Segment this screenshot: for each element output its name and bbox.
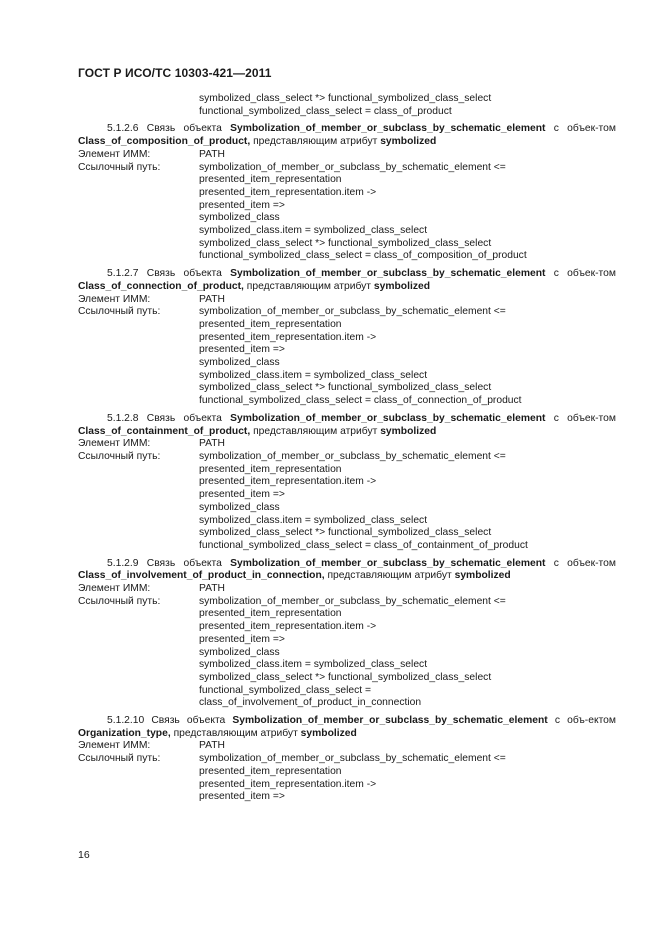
target-entity: Class_of_containment_of_product,: [78, 425, 251, 437]
element-value: PATH: [199, 438, 225, 450]
label-spacer: [78, 370, 199, 383]
entity-name: Symbolization_of_member_or_subclass_by_schematic_element: [230, 268, 546, 280]
heading-text: с объек-том: [553, 123, 616, 135]
reference-path-row: [78, 319, 616, 332]
path-line: presented_item =>: [199, 199, 285, 211]
reference-path-row: [78, 306, 616, 319]
label-spacer: [78, 647, 199, 660]
path-line: symbolization_of_member_or_subclass_by_schematic_element <=: [199, 161, 506, 173]
label-spacer: [78, 187, 199, 200]
label-spacer: [78, 685, 199, 698]
element-value: PATH: [199, 740, 225, 752]
label-spacer: [78, 225, 199, 238]
element-label: Элемент ИММ:: [78, 148, 151, 160]
path-line: symbolized_class: [199, 501, 280, 513]
heading-text: Связь объекта: [146, 123, 222, 135]
element-value: PATH: [199, 148, 225, 160]
reference-path-row: [78, 212, 616, 225]
path-line: presented_item =>: [199, 633, 285, 645]
label-spacer: [78, 344, 199, 357]
reference-path-row: [78, 382, 616, 395]
reference-path-row: [78, 779, 616, 792]
section-heading: [78, 413, 616, 438]
label-spacer: [78, 779, 199, 792]
reference-path-row: [78, 621, 616, 634]
reference-path-row: [78, 766, 616, 779]
reference-path-row: [78, 344, 616, 357]
element-label: Элемент ИММ:: [78, 293, 151, 305]
element-value: PATH: [199, 293, 225, 305]
path-line: presented_item_representation: [199, 765, 342, 777]
label-spacer: [78, 621, 199, 634]
reference-path-row: [78, 515, 616, 528]
heading-text: с объек-том: [553, 268, 616, 280]
reference-path-row: [78, 464, 616, 477]
path-line: presented_item_representation.item ->: [199, 331, 377, 343]
element-value: PATH: [199, 583, 225, 595]
path-line: symbolized_class.item = symbolized_class_select: [199, 369, 428, 381]
label-spacer: [78, 766, 199, 779]
path-line: functional_symbolized_class_select =: [199, 684, 371, 696]
page-header: ГОСТ Р ИСО/ТС 10303-421—2011: [78, 66, 272, 80]
path-line: presented_item_representation: [199, 318, 342, 330]
path-line: symbolized_class_select *> functional_symbolized_class_select: [199, 671, 492, 683]
label-spacer: [78, 250, 199, 263]
label-spacer: [78, 200, 199, 213]
mapping-section: [78, 413, 616, 553]
path-line: symbolized_class.item = symbolized_class_select: [199, 225, 428, 237]
path-line: symbolized_class.item = symbolized_class_select: [199, 514, 428, 526]
path-line: symbolization_of_member_or_subclass_by_schematic_element <=: [199, 306, 506, 318]
path-line: presented_item_representation.item ->: [199, 778, 377, 790]
entity-name: Symbolization_of_member_or_subclass_by_schematic_element: [232, 715, 548, 727]
element-label: Элемент ИММ:: [78, 438, 151, 450]
path-line: presented_item =>: [199, 489, 285, 501]
reference-path-row: [78, 502, 616, 515]
heading-text: с объек-том: [553, 412, 616, 424]
section-number: 5.1.2.7: [107, 268, 139, 280]
sections-container: [78, 123, 616, 804]
heading-text: представляющим атрибут: [173, 727, 298, 739]
element-label: Элемент ИММ:: [78, 583, 151, 595]
path-line: presented_item =>: [199, 791, 285, 803]
target-entity: Class_of_involvement_of_product_in_connection,: [78, 570, 325, 582]
section-number: 5.1.2.6: [107, 123, 139, 135]
reference-path-row: [78, 187, 616, 200]
path-line: presented_item_representation.item ->: [199, 186, 377, 198]
attribute-name: symbolized: [300, 727, 357, 739]
reference-path-row: [78, 162, 616, 175]
section-number: 5.1.2.9: [107, 557, 139, 569]
reference-path-row: [78, 174, 616, 187]
path-line: class_of_involvement_of_product_in_connection: [199, 697, 422, 709]
reference-path-row: [78, 685, 616, 698]
section-number: 5.1.2.10: [107, 715, 145, 727]
reference-path-row: [78, 791, 616, 804]
heading-text: Связь объекта: [146, 557, 222, 569]
reference-path-row: [78, 476, 616, 489]
reference-path-row: [78, 697, 616, 710]
reference-path-row: [78, 527, 616, 540]
element-row: [78, 740, 616, 753]
reference-path-row: [78, 608, 616, 621]
reference-path-row: [78, 225, 616, 238]
reference-path-row: [78, 395, 616, 408]
mapping-section: [78, 123, 616, 263]
label-spacer: [78, 476, 199, 489]
reference-path-row: [78, 489, 616, 502]
path-line: presented_item_representation: [199, 174, 342, 186]
heading-text: с объ-ектом: [554, 715, 616, 727]
path-line: symbolized_class: [199, 212, 280, 224]
reference-path-row: [78, 370, 616, 383]
label-spacer: [78, 697, 199, 710]
document-body: [78, 93, 616, 804]
path-line: presented_item_representation: [199, 608, 342, 620]
page-number: 16: [78, 849, 90, 861]
path-line: presented_item_representation: [199, 463, 342, 475]
heading-text: Связь объекта: [146, 268, 222, 280]
reference-path-row: [78, 672, 616, 685]
path-line: symbolization_of_member_or_subclass_by_schematic_element <=: [199, 595, 506, 607]
label-spacer: [78, 540, 199, 553]
label-spacer: [78, 395, 199, 408]
element-label: Элемент ИММ:: [78, 740, 151, 752]
mapping-section: [78, 268, 616, 408]
label-spacer: [78, 212, 199, 225]
attribute-name: symbolized: [380, 425, 437, 437]
label-spacer: [78, 515, 199, 528]
entity-name: Symbolization_of_member_or_subclass_by_schematic_element: [230, 412, 546, 424]
reference-path-row: [78, 596, 616, 609]
continued-path: [78, 93, 616, 118]
label-spacer: [78, 174, 199, 187]
heading-text: представляющим атрибут: [253, 425, 378, 437]
label-spacer: [78, 382, 199, 395]
entity-name: Symbolization_of_member_or_subclass_by_schematic_element: [230, 557, 546, 569]
reference-path-label: Ссылочный путь:: [78, 306, 161, 318]
path-line: symbolized_class.item = symbolized_class_select: [199, 659, 428, 671]
label-spacer: [78, 238, 199, 251]
label-spacer: [78, 527, 199, 540]
heading-text: Связь объекта: [146, 412, 222, 424]
reference-path-row: [78, 357, 616, 370]
element-row: [78, 438, 616, 451]
section-heading: [78, 123, 616, 148]
section-heading: [78, 715, 616, 740]
element-row: [78, 583, 616, 596]
path-line: presented_item_representation.item ->: [199, 621, 377, 633]
reference-path-row: [78, 540, 616, 553]
element-row: [78, 149, 616, 162]
label-spacer: [78, 672, 199, 685]
section-heading: [78, 558, 616, 583]
path-line: presented_item_representation.item ->: [199, 476, 377, 488]
label-spacer: [78, 634, 199, 647]
target-entity: Class_of_composition_of_product,: [78, 136, 251, 148]
path-line: functional_symbolized_class_select = class_of_connection_of_product: [199, 395, 522, 407]
path-line: symbolization_of_member_or_subclass_by_schematic_element <=: [199, 450, 506, 462]
reference-path-row: [78, 659, 616, 672]
label-spacer: [78, 502, 199, 515]
heading-text: представляющим атрибут: [246, 280, 372, 292]
path-line: symbolized_class_select *> functional_symbolized_class_select: [199, 237, 492, 249]
path-line: symbolized_class: [199, 646, 280, 658]
label-spacer: [78, 608, 199, 621]
path-line: symbolized_class: [199, 357, 280, 369]
attribute-name: symbolized: [380, 136, 437, 148]
reference-path-row: [78, 451, 616, 464]
target-entity: Organization_type,: [78, 727, 171, 739]
label-spacer: [78, 489, 199, 502]
label-spacer: [78, 357, 199, 370]
reference-path-row: [78, 647, 616, 660]
path-line: functional_symbolized_class_select = class_of_composition_of_product: [199, 250, 527, 262]
path-line: symbolized_class_select *> functional_symbolized_class_select: [199, 382, 492, 394]
reference-path-row: [78, 250, 616, 263]
reference-path-row: [78, 753, 616, 766]
reference-path-row: [78, 238, 616, 251]
path-line: symbolization_of_member_or_subclass_by_schematic_element <=: [199, 753, 506, 765]
path-line: functional_symbolized_class_select = class_of_product: [199, 105, 452, 117]
path-line: symbolized_class_select *> functional_symbolized_class_select: [199, 93, 492, 104]
mapping-section: [78, 558, 616, 710]
attribute-name: symbolized: [373, 280, 430, 292]
reference-path-label: Ссылочный путь:: [78, 450, 161, 462]
label-spacer: [78, 464, 199, 477]
reference-path-label: Ссылочный путь:: [78, 161, 161, 173]
heading-text: с объек-том: [553, 557, 616, 569]
reference-path-row: [78, 200, 616, 213]
reference-path-label: Ссылочный путь:: [78, 753, 161, 765]
heading-text: представляющим атрибут: [253, 136, 378, 148]
element-row: [78, 294, 616, 307]
path-line: functional_symbolized_class_select = class_of_containment_of_product: [199, 539, 528, 551]
heading-text: Связь объекта: [151, 715, 226, 727]
label-spacer: [78, 319, 199, 332]
label-spacer: [78, 332, 199, 345]
reference-path-row: [78, 332, 616, 345]
reference-path-label: Ссылочный путь:: [78, 595, 161, 607]
path-line: presented_item =>: [199, 344, 285, 356]
reference-path-row: [78, 634, 616, 647]
entity-name: Symbolization_of_member_or_subclass_by_schematic_element: [230, 123, 546, 135]
label-spacer: [78, 791, 199, 804]
target-entity: Class_of_connection_of_product,: [78, 280, 244, 292]
heading-text: представляющим атрибут: [327, 570, 452, 582]
label-spacer: [78, 659, 199, 672]
path-line: symbolized_class_select *> functional_symbolized_class_select: [199, 527, 492, 539]
section-heading: [78, 268, 616, 293]
section-number: 5.1.2.8: [107, 412, 139, 424]
attribute-name: symbolized: [454, 570, 511, 582]
mapping-section: [78, 715, 616, 804]
